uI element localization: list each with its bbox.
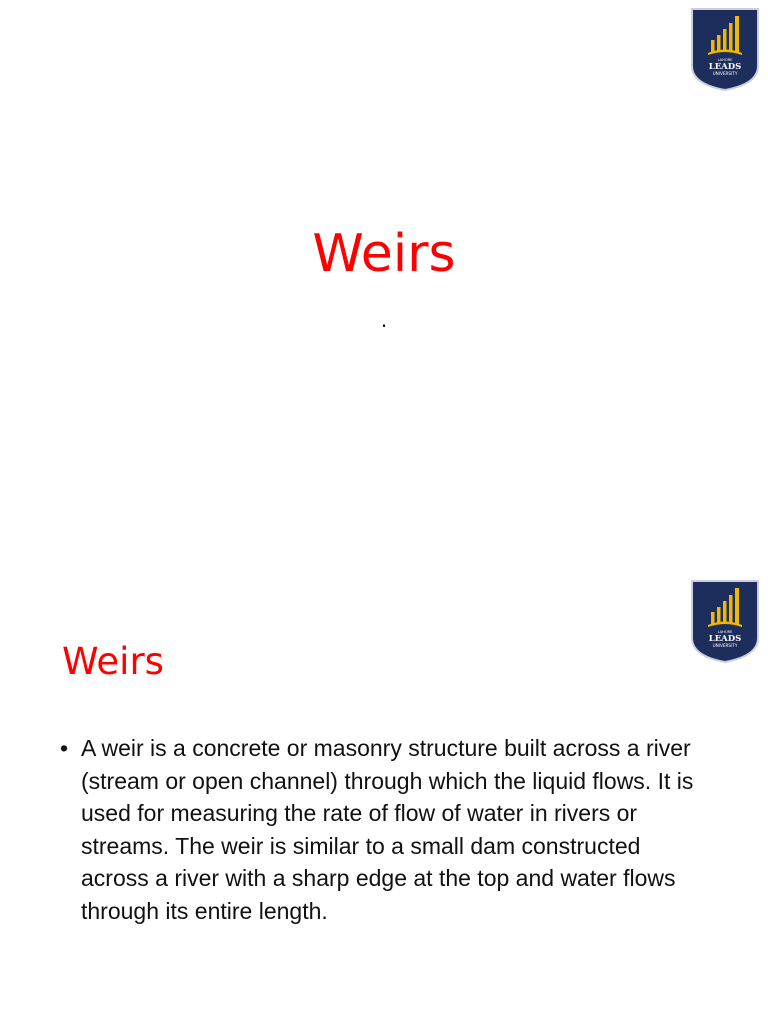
slide-heading: Weirs [62,640,164,683]
slide-title: Weirs [312,224,456,284]
bullet-text: A weir is a concrete or masonry structure built across a river (stream or open channel) through which the liquid flows. It is used for measuring the rate of flow of water in rivers or streams. The weir is similar to a small dam constructed across a river with a sharp edge at the top and water flows through its entire length. [81,735,694,924]
logo-small-text: LAHORE [717,630,733,634]
logo-brand-text: LEADS [708,634,742,644]
logo-sub-text: UNIVERSITY [712,643,738,648]
content-slide [0,560,768,1024]
logo-brand-text: LEADS [708,62,742,72]
logo-small-text: LAHORE [717,58,733,62]
logo-sub-text: UNIVERSITY [712,71,738,76]
bullet-list [60,732,705,927]
slide-subtitle: . [380,308,388,332]
bullet-item [60,732,705,927]
bullet-marker: • [60,735,69,761]
university-logo [689,578,761,664]
university-logo [689,6,761,92]
